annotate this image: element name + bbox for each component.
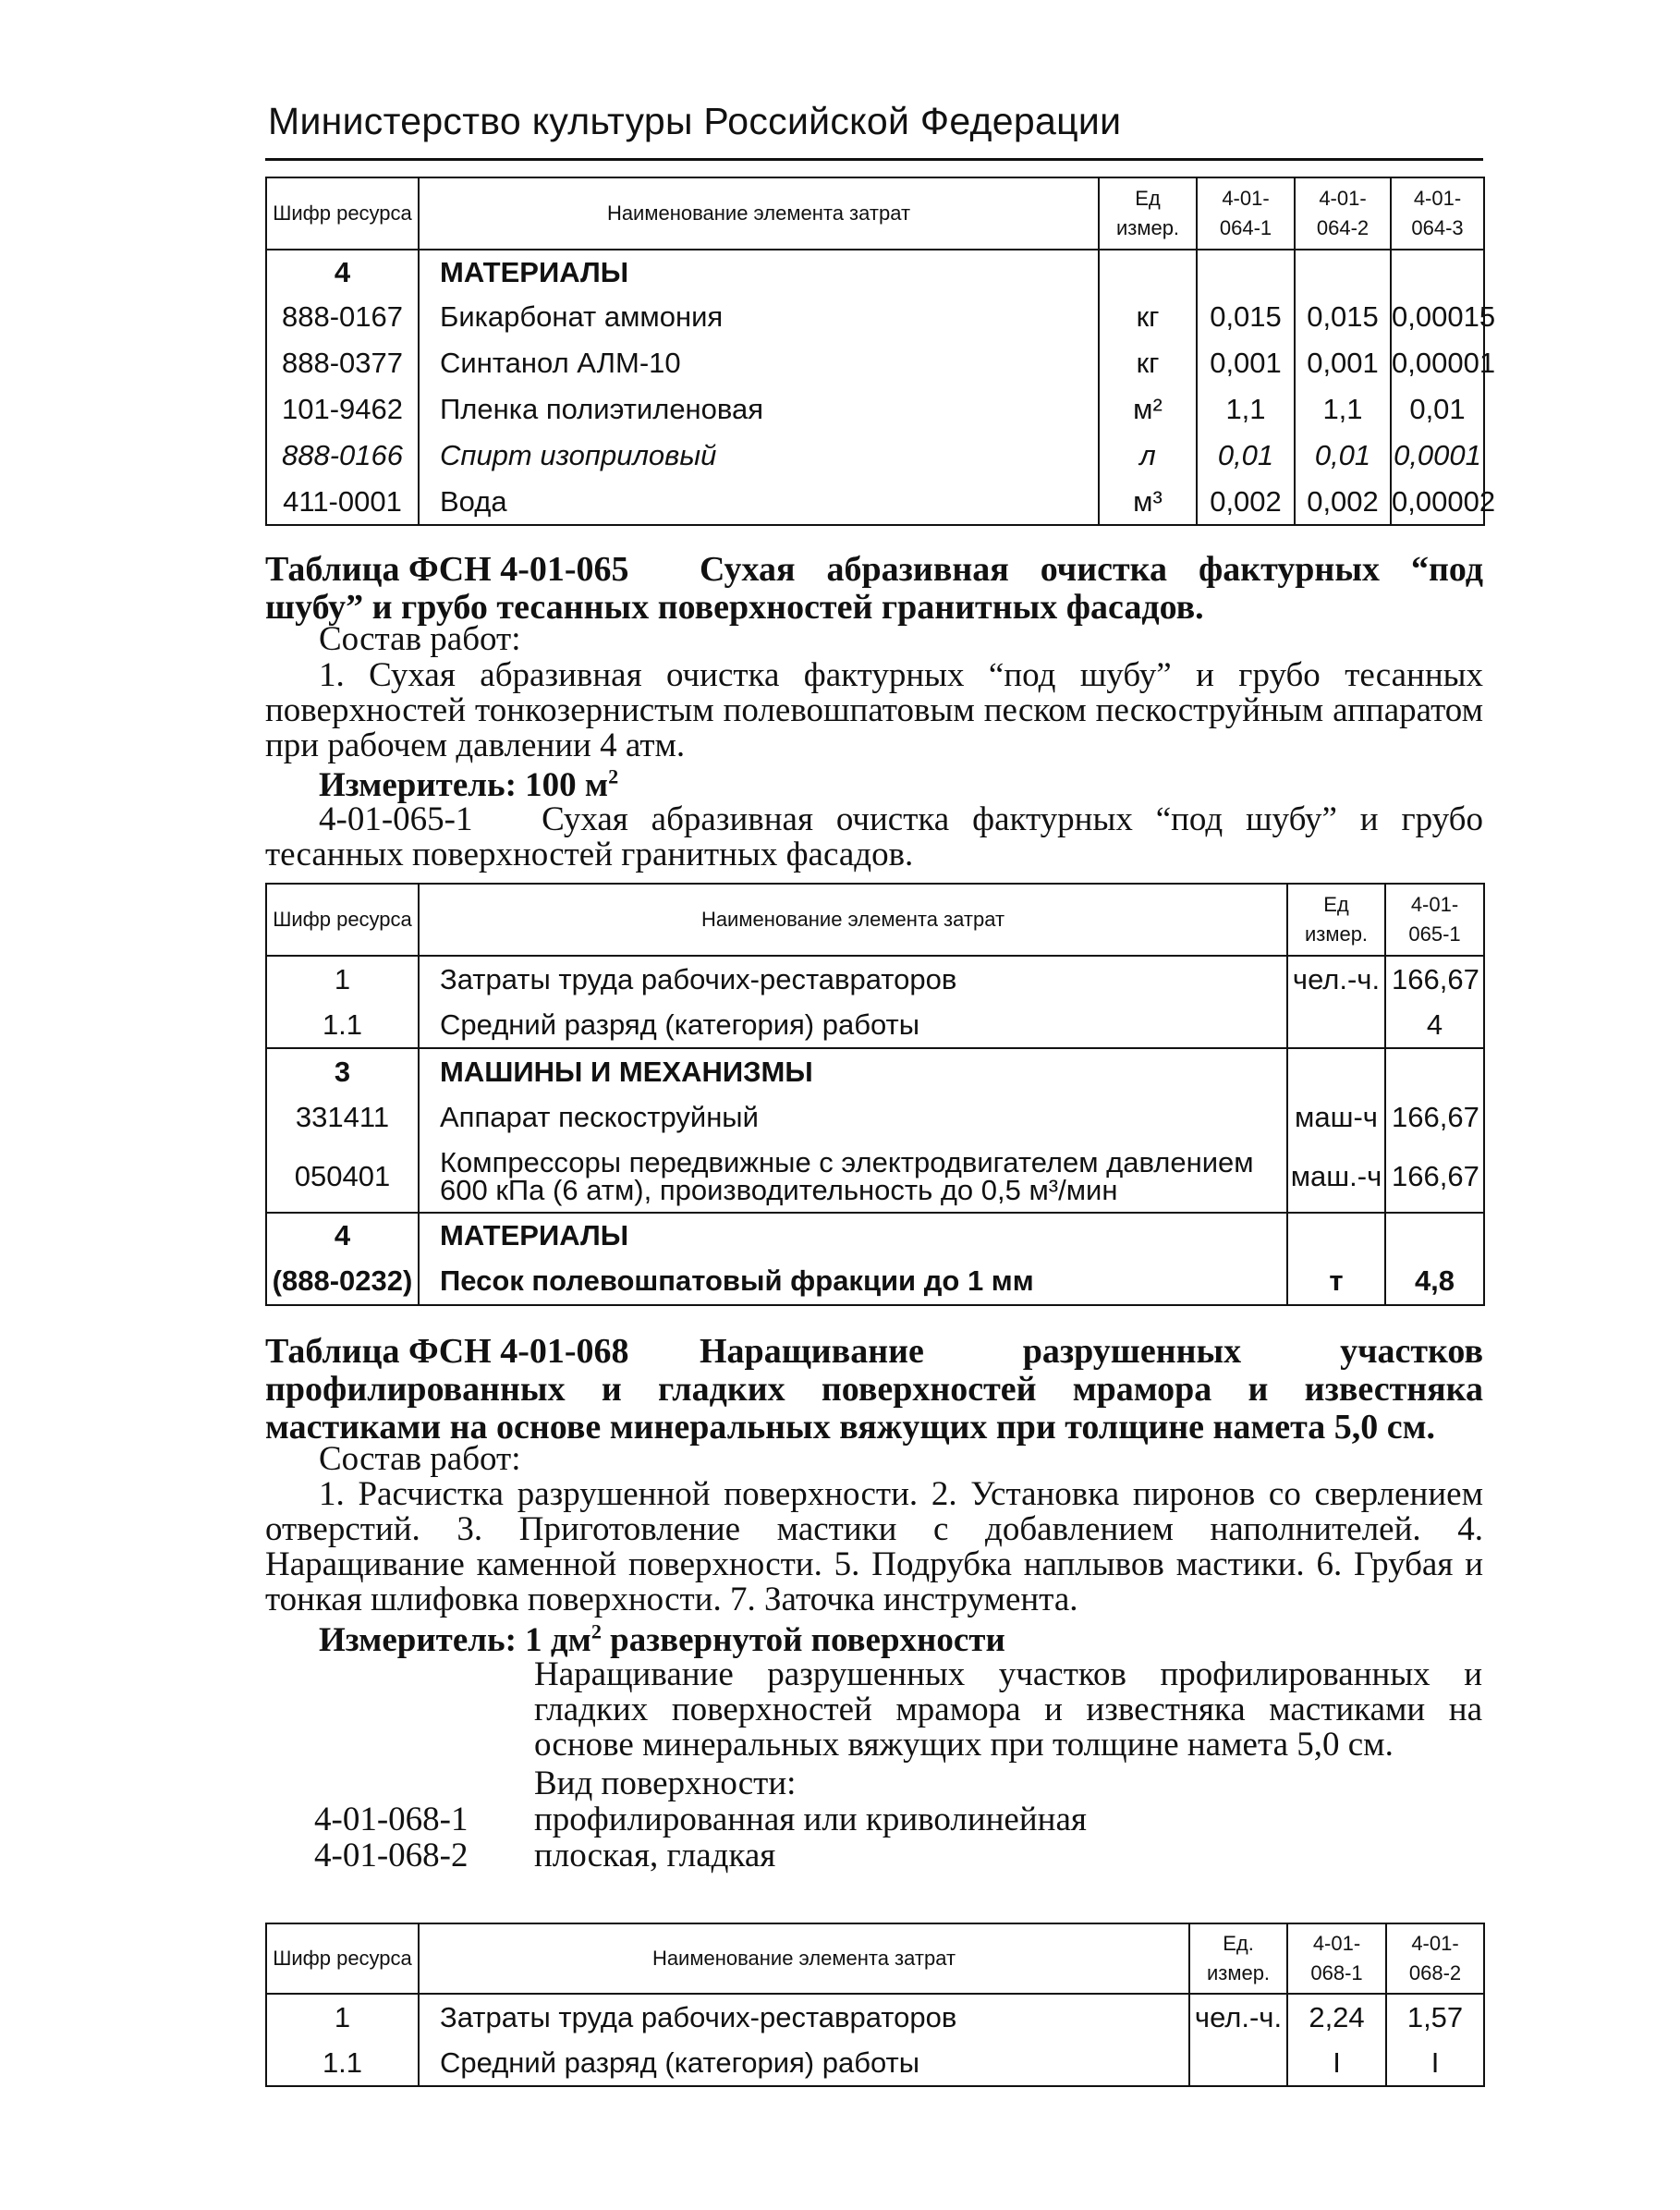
surface-label: Вид поверхности:	[534, 1764, 797, 1802]
cell-name: Средний разряд (категория) работы	[419, 1002, 1287, 1048]
table-row	[266, 479, 1484, 525]
header-cell: Ед. измер.	[1189, 1923, 1287, 1994]
table-068	[265, 1923, 1485, 2087]
cell-unit	[1287, 1213, 1385, 1257]
cell-code: (888-0232)	[266, 1257, 419, 1305]
table-row	[266, 1094, 1484, 1141]
cell-code: 1.1	[266, 2040, 419, 2086]
header-cell: Шифр ресурса	[266, 884, 419, 956]
cell-value: 0,00001	[1391, 340, 1484, 386]
cell-unit: л	[1099, 433, 1197, 479]
cell-unit	[1287, 1048, 1385, 1094]
header-cell: Шифр ресурса	[266, 177, 419, 250]
table-title: Сухая абразивная очистка фактурных “под шубу” и грубо тесанных поверхностей гранитных фасадов.	[265, 550, 1483, 627]
cell-name: Вода	[419, 479, 1099, 525]
header-cell: Ед измер.	[1099, 177, 1197, 250]
cell-value	[1295, 250, 1391, 294]
cell-value: 4	[1385, 1002, 1484, 1048]
section-title-065	[265, 551, 1483, 627]
cell-value	[1391, 250, 1484, 294]
cell-code: 4	[266, 250, 419, 294]
header-cell: 4-01-065-1	[1385, 884, 1484, 956]
cell-name: МАТЕРИАЛЫ	[419, 250, 1099, 294]
table-row	[266, 340, 1484, 386]
composition-text: 1. Расчистка разрушенной поверхности. 2. Установка пиронов со сверлением отверстий. 3. Приготовление мастики с добавлением наполнителей. 4. Наращивание каменной поверхности. 5. Подрубка наплывов мастики. 6. Грубая и тонкая шлифовка поверхности. 7. Заточка инструмента.	[265, 1475, 1483, 1618]
item-text: профилированная или криволинейная	[534, 1801, 1087, 1838]
cell-unit	[1287, 1002, 1385, 1048]
table-title: Наращивание разрушенных участков профилированных и гладких поверхностей мрамора и известняка мастиками на основе минеральных вяжущих при толщине намета 5,0 см.	[265, 1332, 1483, 1447]
cell-value: 0,01	[1391, 386, 1484, 433]
section-title-068	[265, 1333, 1483, 1447]
cell-value: I	[1386, 2040, 1484, 2086]
cell-value: 0,00015	[1391, 294, 1484, 340]
table-row	[266, 1213, 1484, 1257]
cell-value: 166,67	[1385, 956, 1484, 1002]
cell-code: 411-0001	[266, 479, 419, 525]
cell-name: МАШИНЫ И МЕХАНИЗМЫ	[419, 1048, 1287, 1094]
table-row	[266, 1141, 1484, 1213]
item-description	[265, 802, 1483, 873]
header-cell: Наименование элемента затрат	[419, 884, 1287, 956]
cell-value: I	[1287, 2040, 1386, 2086]
header-cell: 4-01-064-3	[1391, 177, 1484, 250]
item-code: 4-01-068-2	[314, 1837, 469, 1874]
cell-code: 888-0167	[266, 294, 419, 340]
header-cell: 4-01-068-1	[1287, 1923, 1386, 1994]
cell-value	[1197, 250, 1295, 294]
cell-value: 0,0001	[1391, 433, 1484, 479]
item-text: плоская, гладкая	[534, 1837, 776, 1874]
cell-value: 0,015	[1295, 294, 1391, 340]
cell-value: 1,1	[1295, 386, 1391, 433]
cell-value	[1385, 1048, 1484, 1094]
cell-value: 166,67	[1385, 1094, 1484, 1141]
header-cell: 4-01-064-2	[1295, 177, 1391, 250]
cell-unit: м²	[1099, 386, 1197, 433]
composition-label: Состав работ:	[319, 1440, 521, 1478]
item-text: Сухая абразивная очистка фактурных “под шубу” и грубо тесанных поверхностей гранитных фасадов.	[265, 800, 1483, 873]
cell-value: 2,24	[1287, 1994, 1386, 2040]
cell-unit: чел.-ч.	[1287, 956, 1385, 1002]
cell-value: 0,001	[1197, 340, 1295, 386]
header-cell: Наименование элемента затрат	[419, 177, 1099, 250]
cell-name: Пленка полиэтиленовая	[419, 386, 1099, 433]
item-description: Наращивание разрушенных участков профилированных и гладких поверхностей мрамора и известняка мастиками на основе минеральных вяжущих при толщине намета 5,0 см.	[534, 1655, 1482, 1764]
table-064	[265, 177, 1496, 526]
cell-unit	[1189, 2040, 1287, 2086]
table-row	[266, 956, 1484, 1002]
cell-code: 888-0166	[266, 433, 419, 479]
cell-value: 0,015	[1197, 294, 1295, 340]
page-header: Министерство культуры Российской Федерации	[268, 100, 1122, 142]
header-cell: 4-01-064-1	[1197, 177, 1295, 250]
cell-name: МАТЕРИАЛЫ	[419, 1213, 1287, 1257]
table-row	[266, 386, 1484, 433]
cell-code: 3	[266, 1048, 419, 1094]
cell-unit: кг	[1099, 294, 1197, 340]
header-cell: Наименование элемента затрат	[419, 1923, 1189, 1994]
cell-name: Компрессоры передвижные с электродвигателем давлением 600 кПа (6 атм), производительность до 0,5 м³/мин	[419, 1141, 1287, 1213]
cell-value: 0,01	[1197, 433, 1295, 479]
table-065	[265, 883, 1485, 1306]
cell-name: Затраты труда рабочих-реставраторов	[419, 1994, 1189, 2040]
cell-name: Бикарбонат аммония	[419, 294, 1099, 340]
cell-name: Спирт изоприловый	[419, 433, 1099, 479]
cell-code: 1	[266, 1994, 419, 2040]
header-cell: 4-01-068-2	[1386, 1923, 1484, 1994]
cell-code: 331411	[266, 1094, 419, 1141]
table-row	[266, 1994, 1484, 2040]
header-cell: Ед измер.	[1287, 884, 1385, 956]
cell-value: 4,8	[1385, 1257, 1484, 1305]
cell-unit: маш-ч	[1287, 1094, 1385, 1141]
cell-unit: чел.-ч.	[1189, 1994, 1287, 2040]
cell-value: 0,001	[1295, 340, 1391, 386]
header-cell: Шифр ресурса	[266, 1923, 419, 1994]
meter-label: Измеритель: 1 $дм^2$ развернутой поверхности	[319, 1619, 1005, 1659]
cell-code: 888-0377	[266, 340, 419, 386]
cell-value	[1385, 1213, 1484, 1257]
cell-value: 1,1	[1197, 386, 1295, 433]
cell-value: 1,57	[1386, 1994, 1484, 2040]
cell-value: 0,002	[1197, 479, 1295, 525]
composition-label: Состав работ:	[319, 620, 521, 658]
meter-label: Измеритель: 100 $м^2$	[319, 764, 619, 804]
table-row	[266, 2040, 1484, 2086]
cell-name: Песок полевошпатовый фракции до 1 мм	[419, 1257, 1287, 1305]
cell-name: Затраты труда рабочих-реставраторов	[419, 956, 1287, 1002]
composition-text: 1. Сухая абразивная очистка фактурных “под шубу” и грубо тесанных поверхностей тонкозернистым полевошпатовым песком пескоструйным аппаратом при рабочем давлении 4 атм.	[265, 656, 1483, 764]
cell-unit	[1099, 250, 1197, 294]
table-row	[266, 1002, 1484, 1048]
cell-value: 0,01	[1295, 433, 1391, 479]
cell-code: 101-9462	[266, 386, 419, 433]
item-code: 4-01-065-1	[319, 800, 473, 838]
item-code: 4-01-068-1	[314, 1801, 469, 1838]
cell-name: Аппарат пескоструйный	[419, 1094, 1287, 1141]
cell-code: 4	[266, 1213, 419, 1257]
cell-name: Средний разряд (категория) работы	[419, 2040, 1189, 2086]
cell-unit: т	[1287, 1257, 1385, 1305]
header-rule	[265, 158, 1483, 161]
cell-code: 050401	[266, 1141, 419, 1213]
table-row	[266, 294, 1484, 340]
cell-name: Синтанол АЛМ-10	[419, 340, 1099, 386]
table-row	[266, 1048, 1484, 1094]
cell-unit: кг	[1099, 340, 1197, 386]
table-row	[266, 433, 1484, 479]
table-code: Таблица ФСН 4-01-068	[265, 1332, 629, 1371]
cell-unit: м³	[1099, 479, 1197, 525]
table-row	[266, 250, 1484, 294]
table-row	[266, 1257, 1484, 1305]
cell-value: 166,67	[1385, 1141, 1484, 1213]
cell-unit: маш.-ч	[1287, 1141, 1385, 1213]
table-code: Таблица ФСН 4-01-065	[265, 550, 629, 589]
cell-code: 1	[266, 956, 419, 1002]
cell-code: 1.1	[266, 1002, 419, 1048]
cell-value: 0,002	[1295, 479, 1391, 525]
cell-value: 0,00002	[1391, 479, 1484, 525]
